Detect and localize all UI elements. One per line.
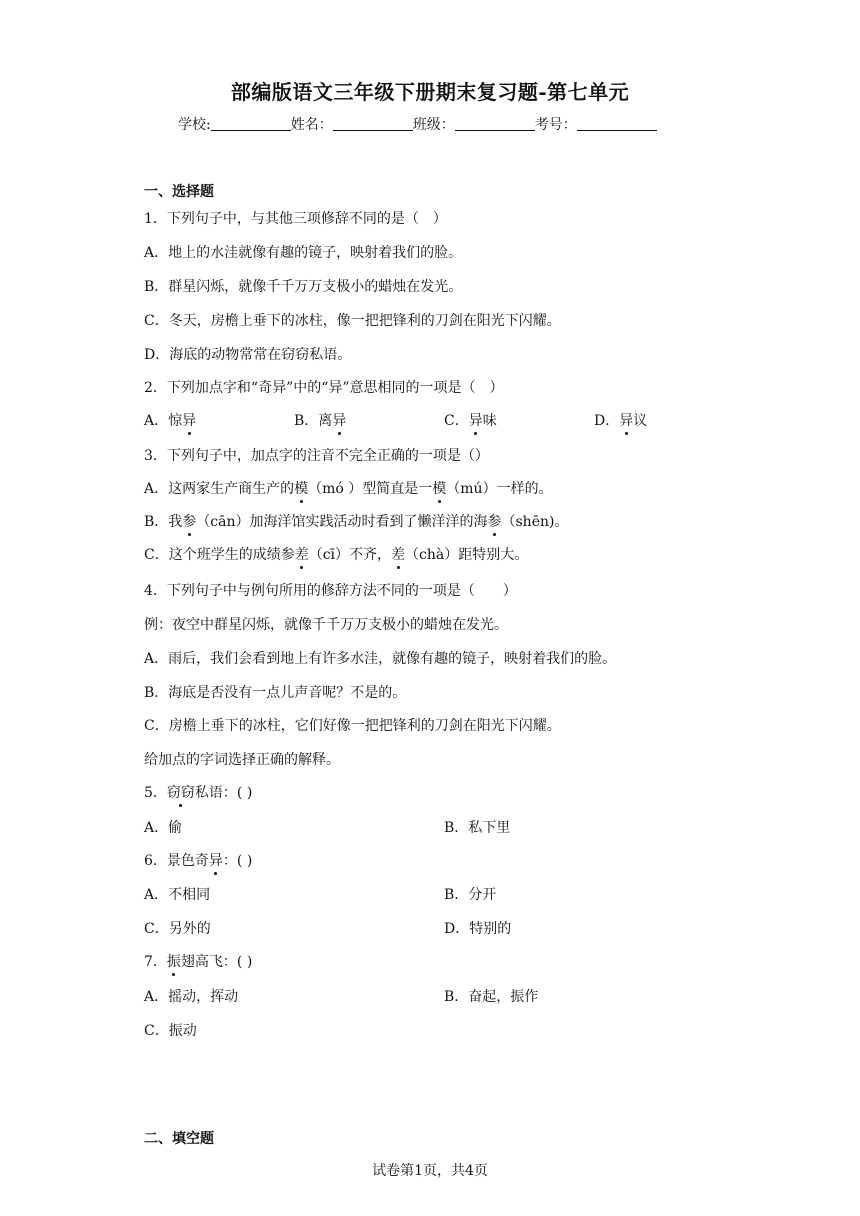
q3-b-text-1: B．我 [144,514,183,530]
school-blank[interactable] [211,116,291,131]
q2-c-text: C． [444,413,469,429]
q2-d-rest: 议 [633,413,648,429]
q3-a-text-2: （mó ）型简直是一 [308,481,433,497]
q1-option-d: D．海底的动物常常在窃窃私语。 [144,347,352,363]
q3-c-text-1: C．这个班学生的成绩参 [144,547,295,563]
q1-option-c: C．冬天，房檐上垂下的冰柱，像一把把锋利的刀剑在阳光下闪耀。 [144,313,561,329]
q2-option-b [294,410,346,430]
q7-number: 7． [144,954,167,970]
q1-option-b: B．群星闪烁，就像千千万万支极小的蜡烛在发光。 [144,279,463,295]
q5-number: 5． [144,785,167,801]
student-info-line [178,114,657,134]
class-label: 班级： [412,117,455,133]
q7-option-b: B．奋起，振作 [444,989,539,1005]
q4-option-a: A．雨后，我们会看到地上有许多水洼，就像有趣的镜子，映射着我们的脸。 [144,651,617,667]
dotted-char: 模 [294,481,309,497]
dotted-char: 异 [208,853,223,869]
q3-c-text-2: （cī）不齐， [308,547,392,563]
q5-rest: 私语：( ) [194,785,253,801]
section-heading-choice: 一、选择题 [144,184,214,200]
class-blank[interactable] [455,116,535,131]
q4-option-c: C．房檐上垂下的冰柱，它们好像一把把锋利的刀剑在阳光下闪耀。 [144,718,561,734]
dotted-char: 异 [468,413,483,429]
q7-stem [144,951,252,971]
q6-option-b: B．分开 [444,887,497,903]
q3-option-b [144,511,568,531]
q2-option-a [144,410,196,430]
q6-text: 6．景色奇 [144,853,209,869]
school-label: 学校: [178,117,211,133]
q3-b-text-3: （shēn)。 [501,514,569,530]
q5-option-b: B．私下里 [444,820,511,836]
q4-option-b: B．海底是否没有一点儿声音呢？不是的。 [144,685,407,701]
q3-option-c [144,544,528,564]
q7-option-a: A．摇动，挥动 [144,989,239,1005]
q3-a-text-3: （mú）一样的。 [446,481,553,497]
q4-stem: 4．下列句子中与例句所用的修辞方法不同的一项是（ ） [144,583,517,599]
exam-no-blank[interactable] [577,116,657,131]
q3-option-a [144,478,553,498]
q2-option-d [594,410,647,430]
dotted-char: 差 [294,547,309,563]
q1-stem: 1．下列句子中，与其他三项修辞不同的是（ ） [144,211,447,227]
q3-b-text-2: （cān）加海洋馆实践活动时看到了懒洋洋的海 [196,514,488,530]
q6-option-a: A．不相同 [144,887,211,903]
q3-a-text-1: A．这两家生产商生产的 [144,481,295,497]
page-footer: 试卷第1页，共4页 [372,1163,488,1179]
q1-option-a: A．地上的水洼就像有趣的镜子，映射着我们的脸。 [144,245,463,261]
dotted-char: 振 [166,954,181,970]
dotted-char: 参 [182,514,197,530]
q2-c-rest: 味 [482,413,497,429]
q6-rest: ：( ) [222,853,253,869]
q4-example: 例：夜空中群星闪烁，就像千千万万支极小的蜡烛在发光。 [144,617,508,633]
q6-option-d: D．特别的 [444,921,512,937]
name-label: 姓名： [290,117,333,133]
dotted-char: 异 [182,413,197,429]
q6-option-c: C．另外的 [144,921,211,937]
dotted-char: 参 [487,514,502,530]
q2-option-c [444,410,497,430]
dotted-char: 差 [391,547,406,563]
dotted-char: 异 [332,413,347,429]
dotted-char: 异 [619,413,634,429]
exam-no-label: 考号： [534,117,577,133]
exam-title: 部编版语文三年级下册期末复习题-第七单元 [230,80,630,104]
q3-c-text-3: （chà）距特别大。 [405,547,529,563]
q2-b-text: B．离 [294,413,333,429]
q5-option-a: A．偷 [144,820,183,836]
q7-option-c: C．振动 [144,1023,197,1039]
q3-stem: 3．下列句子中，加点字的注音不完全正确的一项是（） [144,448,489,464]
dotted-char: 模 [432,481,447,497]
q7-rest: 翅高飞：( ) [180,954,253,970]
name-blank[interactable] [333,116,413,131]
q2-stem: 2．下列加点字和“奇异”中的“异”意思相同的一项是（ ） [144,380,504,396]
q2-a-text: A．惊 [144,413,183,429]
q5-stem [144,782,252,802]
q6-stem [144,850,252,870]
section-heading-fill: 二、填空题 [144,1131,214,1147]
dotted-word: 窃窃 [166,785,195,801]
q2-d-text: D． [594,413,620,429]
group-instruction: 给加点的字词选择正确的解释。 [144,752,340,768]
